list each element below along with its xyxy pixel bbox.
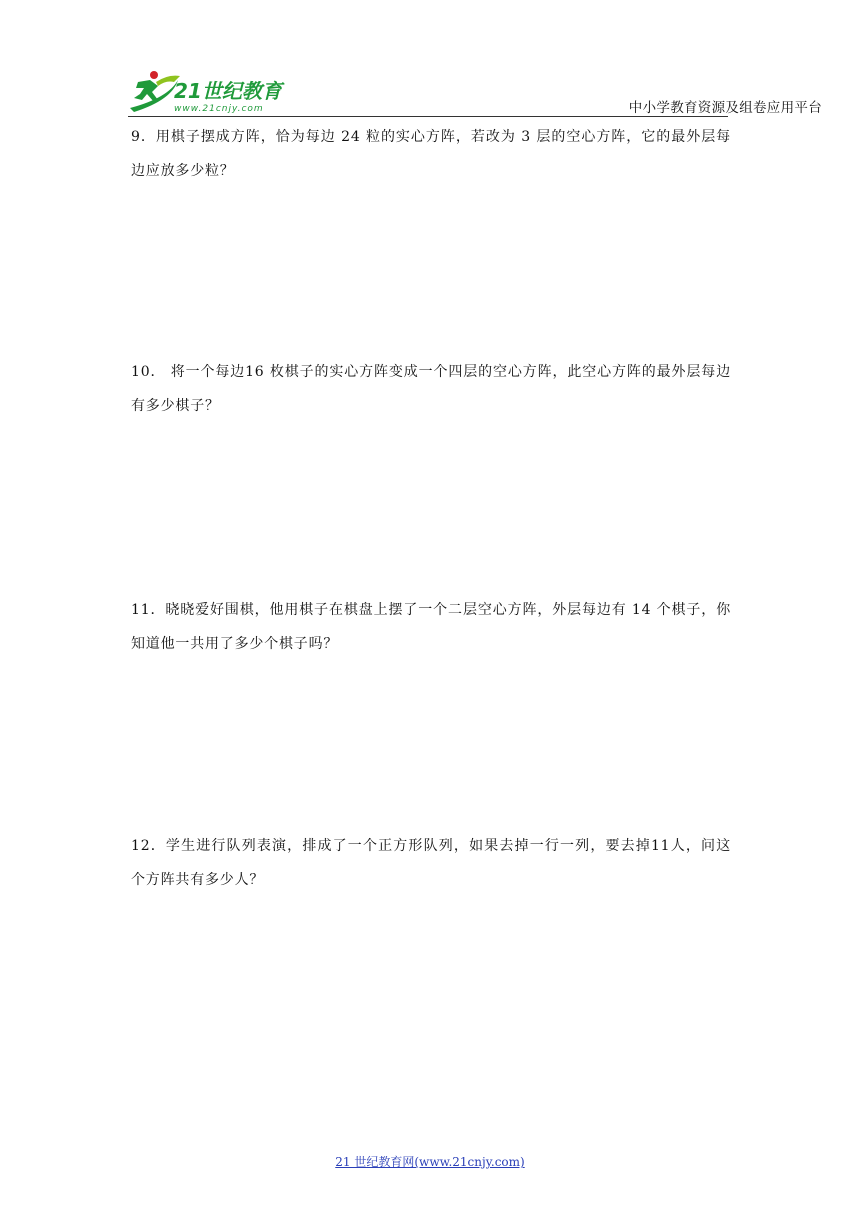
question-9: 9．用棋子摆成方阵，恰为每边 24 粒的实心方阵，若改为 3 层的空心方阵，它的最外层每边应放多少粒？ — [131, 129, 731, 179]
question-10: 10． 将一个每边16 枚棋子的实心方阵变成一个四层的空心方阵，此空心方阵的最外层每边有多少棋子？ — [131, 364, 731, 414]
page-header — [0, 0, 860, 120]
footer-link[interactable]: 21 世纪教育网(www.21cnjy.com) — [335, 1155, 525, 1169]
logo-runner — [134, 80, 158, 102]
header-divider — [128, 116, 728, 117]
brand-url-text: www.21cnjy.com — [174, 104, 264, 114]
brand-text: 21世纪教育 — [174, 79, 282, 103]
site-tagline: 中小学教育资源及组卷应用平台 — [628, 100, 822, 116]
question-11: 11．晓晓爱好围棋，他用棋子在棋盘上摆了一个二层空心方阵，外层每边有 14 个棋子，你知道他一共用了多少个棋子吗？ — [131, 602, 731, 652]
logo-red-dot — [150, 71, 158, 79]
question-12: 12．学生进行队列表演，排成了一个正方形队列，如果去掉一行一列，要去掉11人，问这个方阵共有多少人？ — [131, 838, 731, 888]
page-footer — [0, 1153, 860, 1170]
logo-21cnjy — [128, 68, 308, 116]
